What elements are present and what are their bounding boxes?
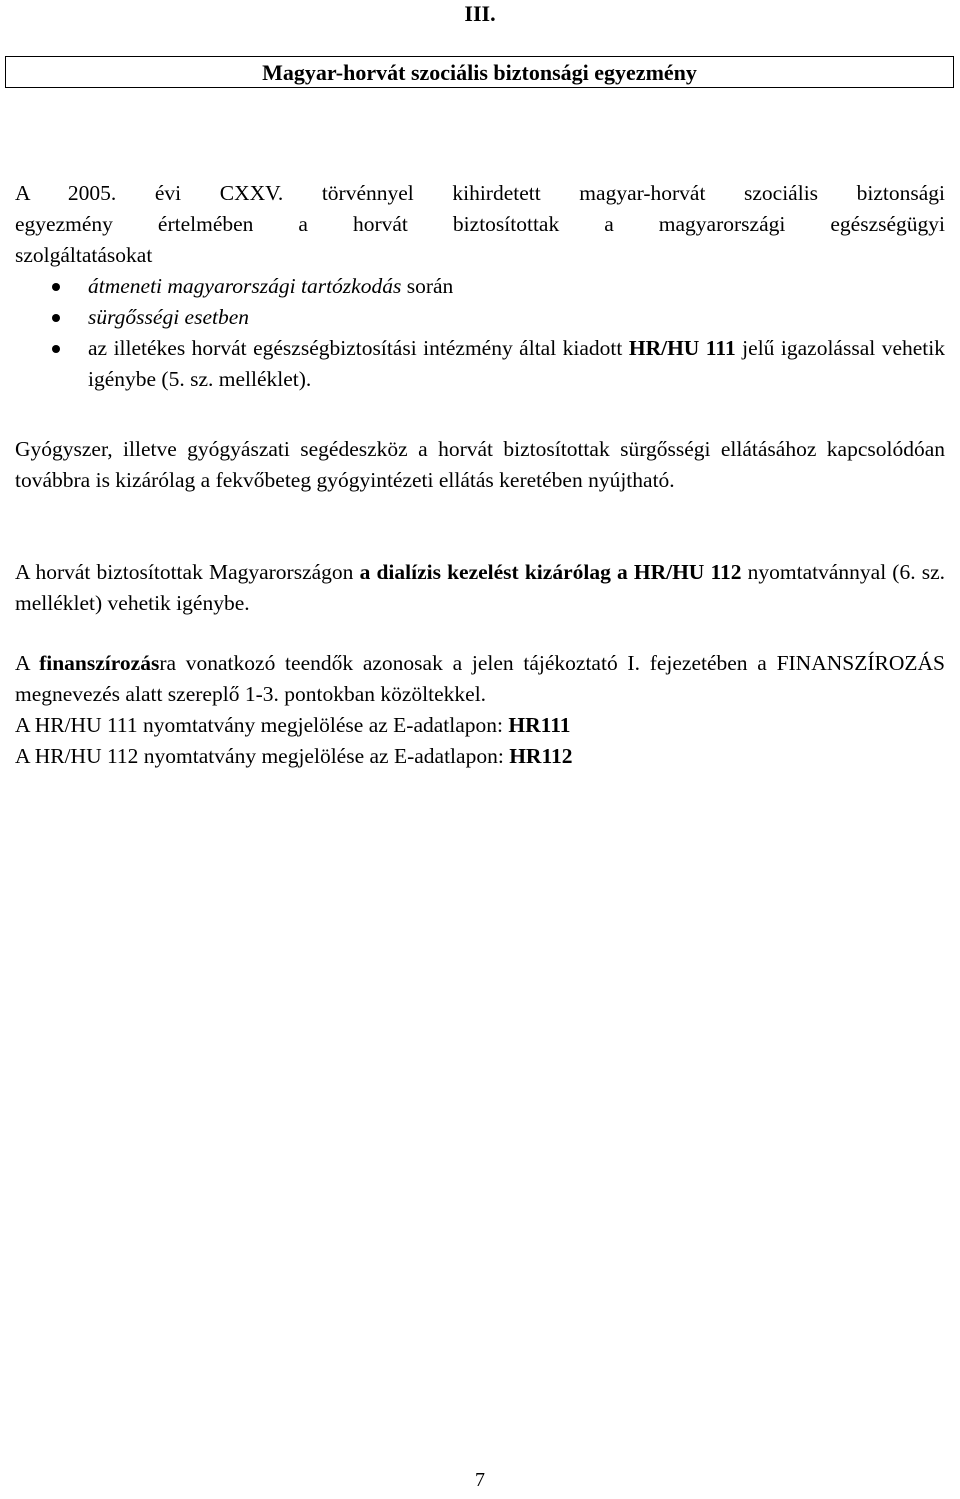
dialysis-paragraph [15,557,945,619]
bullet-icon [52,283,60,291]
intro-line-3: szolgáltatásokat [15,243,153,267]
hr111-code: HR111 [508,713,571,737]
service-conditions-list [0,271,960,395]
hr111-label: A HR/HU 111 nyomtatvány megjelölése az E-adatlapon: [15,713,509,737]
dialysis-text: A horvát biztosítottak Magyarországon [15,560,360,584]
hr112-code: HR112 [509,744,573,768]
bullet-text: az illetékes horvát egészségbiztosítási intézmény által kiadott [88,336,629,360]
dialysis-text: nyomtatvánnyal (6. sz. melléklet) vehetik igénybe. [15,560,945,615]
financing-paragraph [15,648,945,710]
hr112-label: A HR/HU 112 nyomtatvány megjelölése az E-adatlapon: [15,744,510,768]
bullet-icon [52,314,60,322]
bullet-icon [52,345,60,353]
financing-text: A [15,651,40,675]
bullet-text: jelű igazolással vehetik igénybe (5. sz. melléklet). [88,336,945,391]
intro-paragraph [15,178,945,271]
financing-emphasis: finanszírozás [39,651,160,675]
page-number: 7 [475,1469,485,1491]
list-item [0,271,960,302]
list-item [0,302,960,333]
hr112-line [15,741,945,772]
list-item [0,333,960,395]
chapter-number: III. [464,1,496,26]
intro-line-1: A 2005. évi CXXV. törvénnyel kihirdetett magyar-horvát szociális biztonsági [15,181,945,205]
form-code: HR/HU 111 [628,336,736,360]
intro-line-2: egyezmény értelmében a horvát biztosítottak a magyarországi egészségügyi [15,212,945,236]
financing-text: ra vonatkozó teendők azonosak a jelen tájékoztató I. fejezetében a FINANSZÍROZÁS megnevezés alatt szereplő 1-3. pontokban közöltekkel. [15,651,945,706]
dialysis-emphasis: a dialízis kezelést kizárólag a HR/HU 112 [359,560,742,584]
bullet-emphasis: sürgősségi esetben [88,305,250,329]
bullet-emphasis: átmeneti magyarországi tartózkodás [88,274,402,298]
medication-paragraph: Gyógyszer, illetve gyógyászati segédeszköz a horvát biztosítottak sürgősségi ellátásához kapcsolódóan továbbra is kizárólag a fekvőbeteg gyógyintézeti ellátás keretében nyújtható. [15,437,945,492]
hr111-line [15,710,945,741]
bullet-text: során [401,274,454,298]
document-title: Magyar-horvát szociális biztonsági egyezmény [5,56,954,88]
